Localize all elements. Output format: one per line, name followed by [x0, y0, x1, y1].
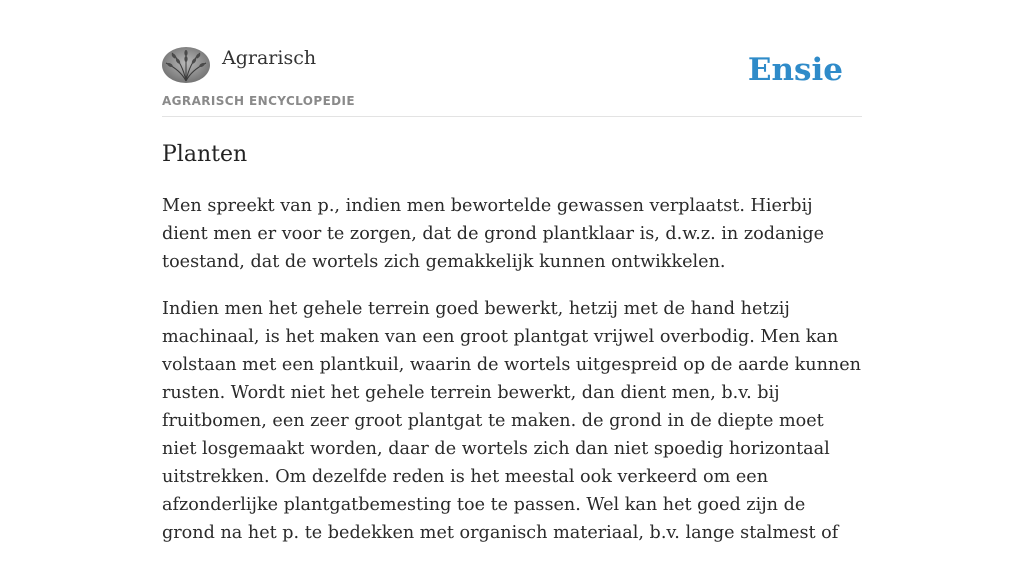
article-body: [162, 192, 862, 566]
wheat-icon[interactable]: [162, 47, 210, 83]
ensie-logo-link[interactable]: Ensie: [747, 52, 843, 88]
article-paragraph: Indien men het gehele terrein goed bewerkt, hetzij met de hand hetzij machinaal, is het maken van een groot plantgat vrijwel overbodig. Men kan volstaan met een plantkuil, waarin de wortels uitgespreid op de aarde kunnen rusten. Wordt niet het gehele terrein bewerkt, dan dient men, b.v. bij fruitbomen, een zeer groot plantgat te maken. de grond in de diepte moet niet losgemaakt worden, daar de wortels zich dan niet spoedig horizontaal uitstrekken. Om dezelfde reden is het meestal ook verkeerd om een afzonderlijke plantgatbemesting toe te passen. Wel kan het goed zijn de grond na het p. te bedekken met organisch materiaal, b.v. lange stalmest of: [162, 299, 861, 543]
article-paragraph: Men spreekt van p., indien men bewortelde gewassen verplaatst. Hierbij dient men er voor te zorgen, dat de grond plantklaar is, d.w.z. in zodanige toestand, dat de wortels zich gemakkelijk kunnen ontwikkelen.: [162, 196, 825, 272]
header: [162, 46, 862, 117]
source-subtitle: AGRARISCH ENCYCLOPEDIE: [162, 94, 355, 108]
page-title: Planten: [162, 142, 248, 167]
source-name-link[interactable]: Agrarisch: [222, 47, 317, 69]
